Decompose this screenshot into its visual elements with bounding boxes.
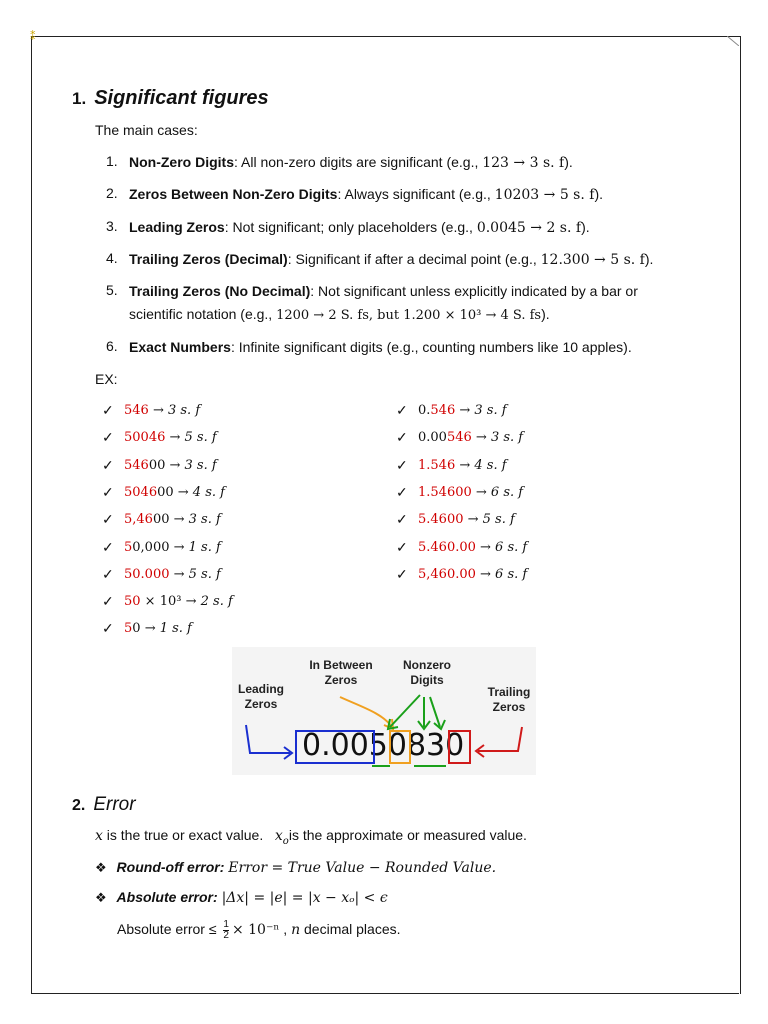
- list-number: 5.: [106, 282, 118, 298]
- check-icon: ✓: [396, 402, 408, 418]
- roundoff-label: Round-off error:: [116, 859, 225, 875]
- roundoff-error-line: [95, 858, 496, 877]
- math-sub: o: [282, 835, 289, 847]
- check-icon: ✓: [102, 483, 114, 500]
- list-number: 2.: [106, 185, 118, 201]
- case-title: Trailing Zeros (Decimal): [129, 251, 288, 267]
- text: decimal places.: [300, 921, 401, 938]
- absolute-formula: |Δx| = |e| = |x − xₒ| < ϵ: [221, 890, 388, 906]
- example-red-digits: 5: [124, 621, 133, 637]
- case-math: 10203 → 5 s. f: [494, 187, 595, 203]
- case-exact-numbers: [129, 338, 632, 356]
- trailing-zero-box: [449, 731, 470, 763]
- anchor-marker-icon: ⁑: [30, 31, 36, 43]
- section-title: Significant figures: [94, 87, 269, 109]
- nonzero-arrow-icon: [430, 697, 440, 727]
- example-digits: 0,000: [132, 539, 170, 555]
- check-icon: ✓: [396, 511, 408, 528]
- text: Absolute error ≤: [117, 921, 221, 938]
- absolute-error-bound: Absolute error ≤ $\frac{1}{2}$ × 10⁻ⁿ , n decimal places.: [117, 919, 401, 941]
- example-left-item: [124, 458, 217, 473]
- fraction: [223, 920, 229, 941]
- example-left-item: [124, 621, 192, 636]
- text: is the approximate or measured value.: [288, 827, 527, 843]
- check-icon: ✓: [102, 511, 114, 528]
- example-red-digits: 5: [124, 539, 133, 555]
- between-zeros-box: [390, 731, 410, 763]
- section-number: 1.: [72, 89, 87, 108]
- diagram-label-trailing: Trailing Zeros: [487, 685, 531, 714]
- example-result: → 5 s. f: [463, 512, 515, 528]
- example-digits: 00: [148, 457, 166, 473]
- case-tail: ).: [581, 219, 590, 235]
- example-result: → 3 s. f: [165, 457, 217, 473]
- check-icon: ✓: [102, 620, 114, 637]
- case-trailing-zeros-decimal: [129, 250, 653, 269]
- roundoff-formula: Error = True Value − Rounded Value.: [228, 860, 497, 876]
- example-digits: 00: [152, 512, 170, 528]
- example-red-digits: 546: [446, 430, 472, 446]
- leading-zeros-box: [296, 731, 374, 763]
- section-heading-error: [72, 794, 136, 816]
- example-result: → 4 s. f: [455, 457, 507, 473]
- example-right-item: [418, 512, 515, 527]
- check-icon: ✓: [102, 538, 114, 555]
- example-right-item: [418, 430, 523, 445]
- math-x: x: [274, 828, 283, 844]
- math-x: x: [95, 828, 103, 844]
- page-corner-fold-icon: [727, 36, 739, 46]
- text: is the true or exact value.: [102, 827, 275, 843]
- error-definitions: [95, 826, 527, 851]
- example-result: → 3 s. f: [148, 403, 201, 418]
- example-result: → 6 s. f: [475, 566, 528, 582]
- example-result: → 3 s. f: [455, 403, 507, 418]
- diamond-bullet-icon: ❖: [95, 860, 107, 875]
- case-title: Zeros Between Non-Zero Digits: [129, 186, 338, 202]
- case-title: Exact Numbers: [129, 339, 231, 355]
- example-result: → 6 s. f: [471, 484, 524, 500]
- case-trailing-zeros-no-decimal-line2: [129, 305, 550, 325]
- example-left-item: [124, 540, 221, 555]
- example-digits: 0: [132, 621, 141, 637]
- example-result: → 4 s. f: [173, 484, 225, 500]
- trailing-arrow-icon: [478, 727, 522, 751]
- between-arrow-icon: [340, 697, 392, 727]
- case-non-zero-digits: [129, 153, 573, 172]
- diagram-label-between: In Between Zeros: [309, 658, 373, 687]
- example-result: → 5 s. f: [165, 430, 217, 446]
- check-icon: ✓: [396, 483, 408, 500]
- page-bottom-rule: [31, 993, 739, 994]
- example-right-item: [418, 485, 523, 500]
- check-icon: ✓: [102, 429, 114, 446]
- example-digits: 0.00: [418, 430, 447, 446]
- list-number: 1.: [106, 153, 118, 169]
- math-n: n: [291, 922, 301, 939]
- example-red-digits: 546: [124, 403, 149, 418]
- check-icon: ✓: [102, 593, 114, 610]
- math: × 10⁻ⁿ: [231, 922, 280, 939]
- case-text: scientific notation (e.g.,: [129, 306, 277, 322]
- diagram-label-leading: Leading Zeros: [237, 682, 284, 711]
- example-red-digits: 546: [430, 403, 456, 418]
- example-result: → 6 s. f: [475, 539, 528, 555]
- example-result: → 1 s. f: [169, 539, 221, 555]
- fraction-denominator: 2: [223, 930, 229, 941]
- check-icon: ✓: [396, 456, 408, 473]
- section-title: Error: [93, 794, 136, 815]
- example-red-digits: 5046: [124, 484, 158, 500]
- example-red-digits: 5,460.00: [418, 566, 476, 582]
- case-math: 1200 → 2 S. fs, but 1.200 × 10³ → 4 S. fs: [276, 308, 542, 323]
- check-icon: ✓: [102, 456, 114, 473]
- case-tail: ).: [564, 154, 573, 170]
- case-title: Leading Zeros: [129, 219, 225, 235]
- case-math: 0.0045 → 2 s. f: [476, 220, 582, 236]
- example-red-digits: 1.546: [418, 457, 456, 473]
- diagram-number: 0.0050830: [302, 728, 465, 763]
- example-red-digits: 1.54600: [418, 484, 472, 500]
- example-red-digits: 5.4600: [418, 512, 464, 528]
- example-right-item: [418, 567, 527, 582]
- case-math: 12.300 → 5 s. f: [540, 252, 645, 268]
- diagram-label-nonzero: Nonzero Digits: [403, 658, 451, 687]
- check-icon: ✓: [102, 565, 114, 582]
- case-zeros-between: [129, 185, 603, 204]
- example-red-digits: 50.000: [124, 566, 170, 582]
- case-text: : Significant if after a decimal point (e.g.,: [287, 251, 541, 267]
- section-number: 2.: [72, 797, 86, 814]
- case-leading-zeros: [129, 218, 590, 237]
- example-left-item: [124, 485, 225, 500]
- check-icon: ✓: [102, 402, 114, 418]
- leading-arrow-icon: [246, 725, 290, 753]
- nonzero-arrow-icon: [390, 695, 420, 727]
- case-text: : Not significant unless explicitly indicated by a bar or: [310, 283, 638, 299]
- example-left-item: [124, 430, 217, 445]
- section-heading-significant-figures: [72, 87, 269, 110]
- example-red-digits: 50046: [124, 430, 166, 446]
- example-result: → 5 s. f: [169, 566, 221, 582]
- case-text: : Always significant (e.g.,: [337, 186, 495, 202]
- absolute-error-line: [95, 888, 388, 907]
- example-left-item: [124, 567, 221, 582]
- fraction-numerator: 1: [223, 919, 229, 930]
- case-tail: ).: [541, 306, 550, 322]
- example-red-digits: 5,46: [124, 512, 153, 528]
- example-digits: 00: [157, 484, 174, 500]
- example-red-digits: 5.460.00: [418, 539, 476, 555]
- example-red-digits: 50: [124, 594, 141, 610]
- case-text: : Not significant; only placeholders (e.g.,: [224, 219, 477, 235]
- list-number: 6.: [106, 338, 118, 354]
- diagram-arrows-and-boxes: [232, 647, 536, 775]
- example-right-item: [418, 458, 507, 473]
- example-digits: × 10³: [140, 594, 182, 610]
- example-right-item: [418, 540, 527, 555]
- case-title: Trailing Zeros (No Decimal): [129, 283, 311, 299]
- check-icon: ✓: [396, 565, 408, 582]
- list-number: 3.: [106, 218, 118, 234]
- example-result: → 3 s. f: [169, 512, 221, 528]
- intro-text: The main cases:: [95, 122, 198, 138]
- case-trailing-zeros-no-decimal: [129, 282, 638, 300]
- case-title: Non-Zero Digits: [129, 154, 234, 170]
- example-right-item: [418, 403, 507, 418]
- case-math: 123 → 3 s. f: [482, 155, 565, 171]
- example-digits: 0.: [418, 403, 431, 418]
- example-result: → 3 s. f: [471, 430, 524, 446]
- example-red-digits: 546: [124, 457, 149, 473]
- example-left-item: [124, 594, 233, 609]
- ex-label: EX:: [95, 371, 118, 387]
- case-tail: ).: [594, 186, 604, 202]
- example-left-item: [124, 403, 200, 418]
- case-text: : All non-zero digits are significant (e.g.,: [234, 154, 483, 170]
- check-icon: ✓: [396, 538, 408, 555]
- diamond-bullet-icon: ❖: [95, 890, 107, 905]
- example-result: → 2 s. f: [181, 594, 233, 610]
- list-number: 4.: [106, 250, 118, 266]
- example-result: → 1 s. f: [140, 621, 192, 637]
- absolute-label: Absolute error:: [116, 889, 218, 905]
- check-icon: ✓: [396, 429, 408, 446]
- example-left-item: [124, 512, 221, 527]
- case-tail: ).: [644, 251, 654, 267]
- case-text: : Infinite significant digits (e.g., counting numbers like 10 apples).: [230, 339, 632, 355]
